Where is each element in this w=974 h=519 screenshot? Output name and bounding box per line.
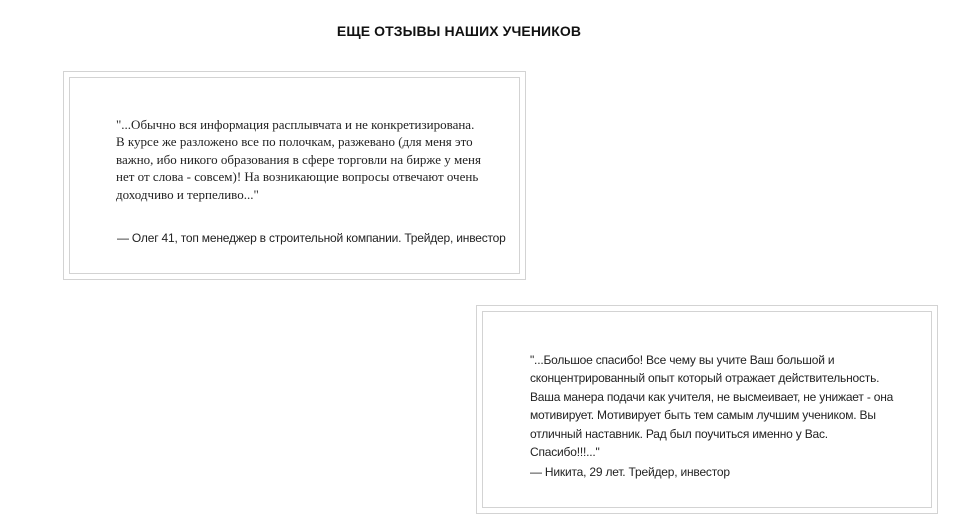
section-title: ЕЩЕ ОТЗЫВЫ НАШИХ УЧЕНИКОВ	[336, 22, 582, 39]
testimonial-quote: "...Большое спасибо! Все чему вы учите Ваш большой и сконцентрированный опыт который отражает действительность. Ваша манера подачи как учителя, не высмеивает, не унижает - она мотивирует. Мотивирует быть тем самым лучшим учеником. Вы отличный наставник. Рад был поучиться именно у Вас. Спасибо!!!..."	[530, 353, 894, 460]
testimonial-author: — Никита, 29 лет. Трейдер, инвестор	[530, 465, 730, 479]
testimonial-card-inner-border	[482, 311, 932, 508]
testimonial-author: — Олег 41, топ менеджер в строительной компании. Трейдер, инвестор	[117, 231, 506, 245]
testimonial-card-inner-border	[69, 77, 520, 274]
testimonial-quote: "...Обычно вся информация расплывчата и не конкретизирована. В курсе же разложено все по полочкам, разжевано (для меня это важно, ибо никого образования в сфере торговли на бирже у меня нет от слова - совсем)! На возникающие вопросы отвечают очень доходчиво и терпеливо..."	[116, 117, 481, 202]
testimonial-card	[476, 305, 938, 514]
testimonial-card	[63, 71, 526, 280]
